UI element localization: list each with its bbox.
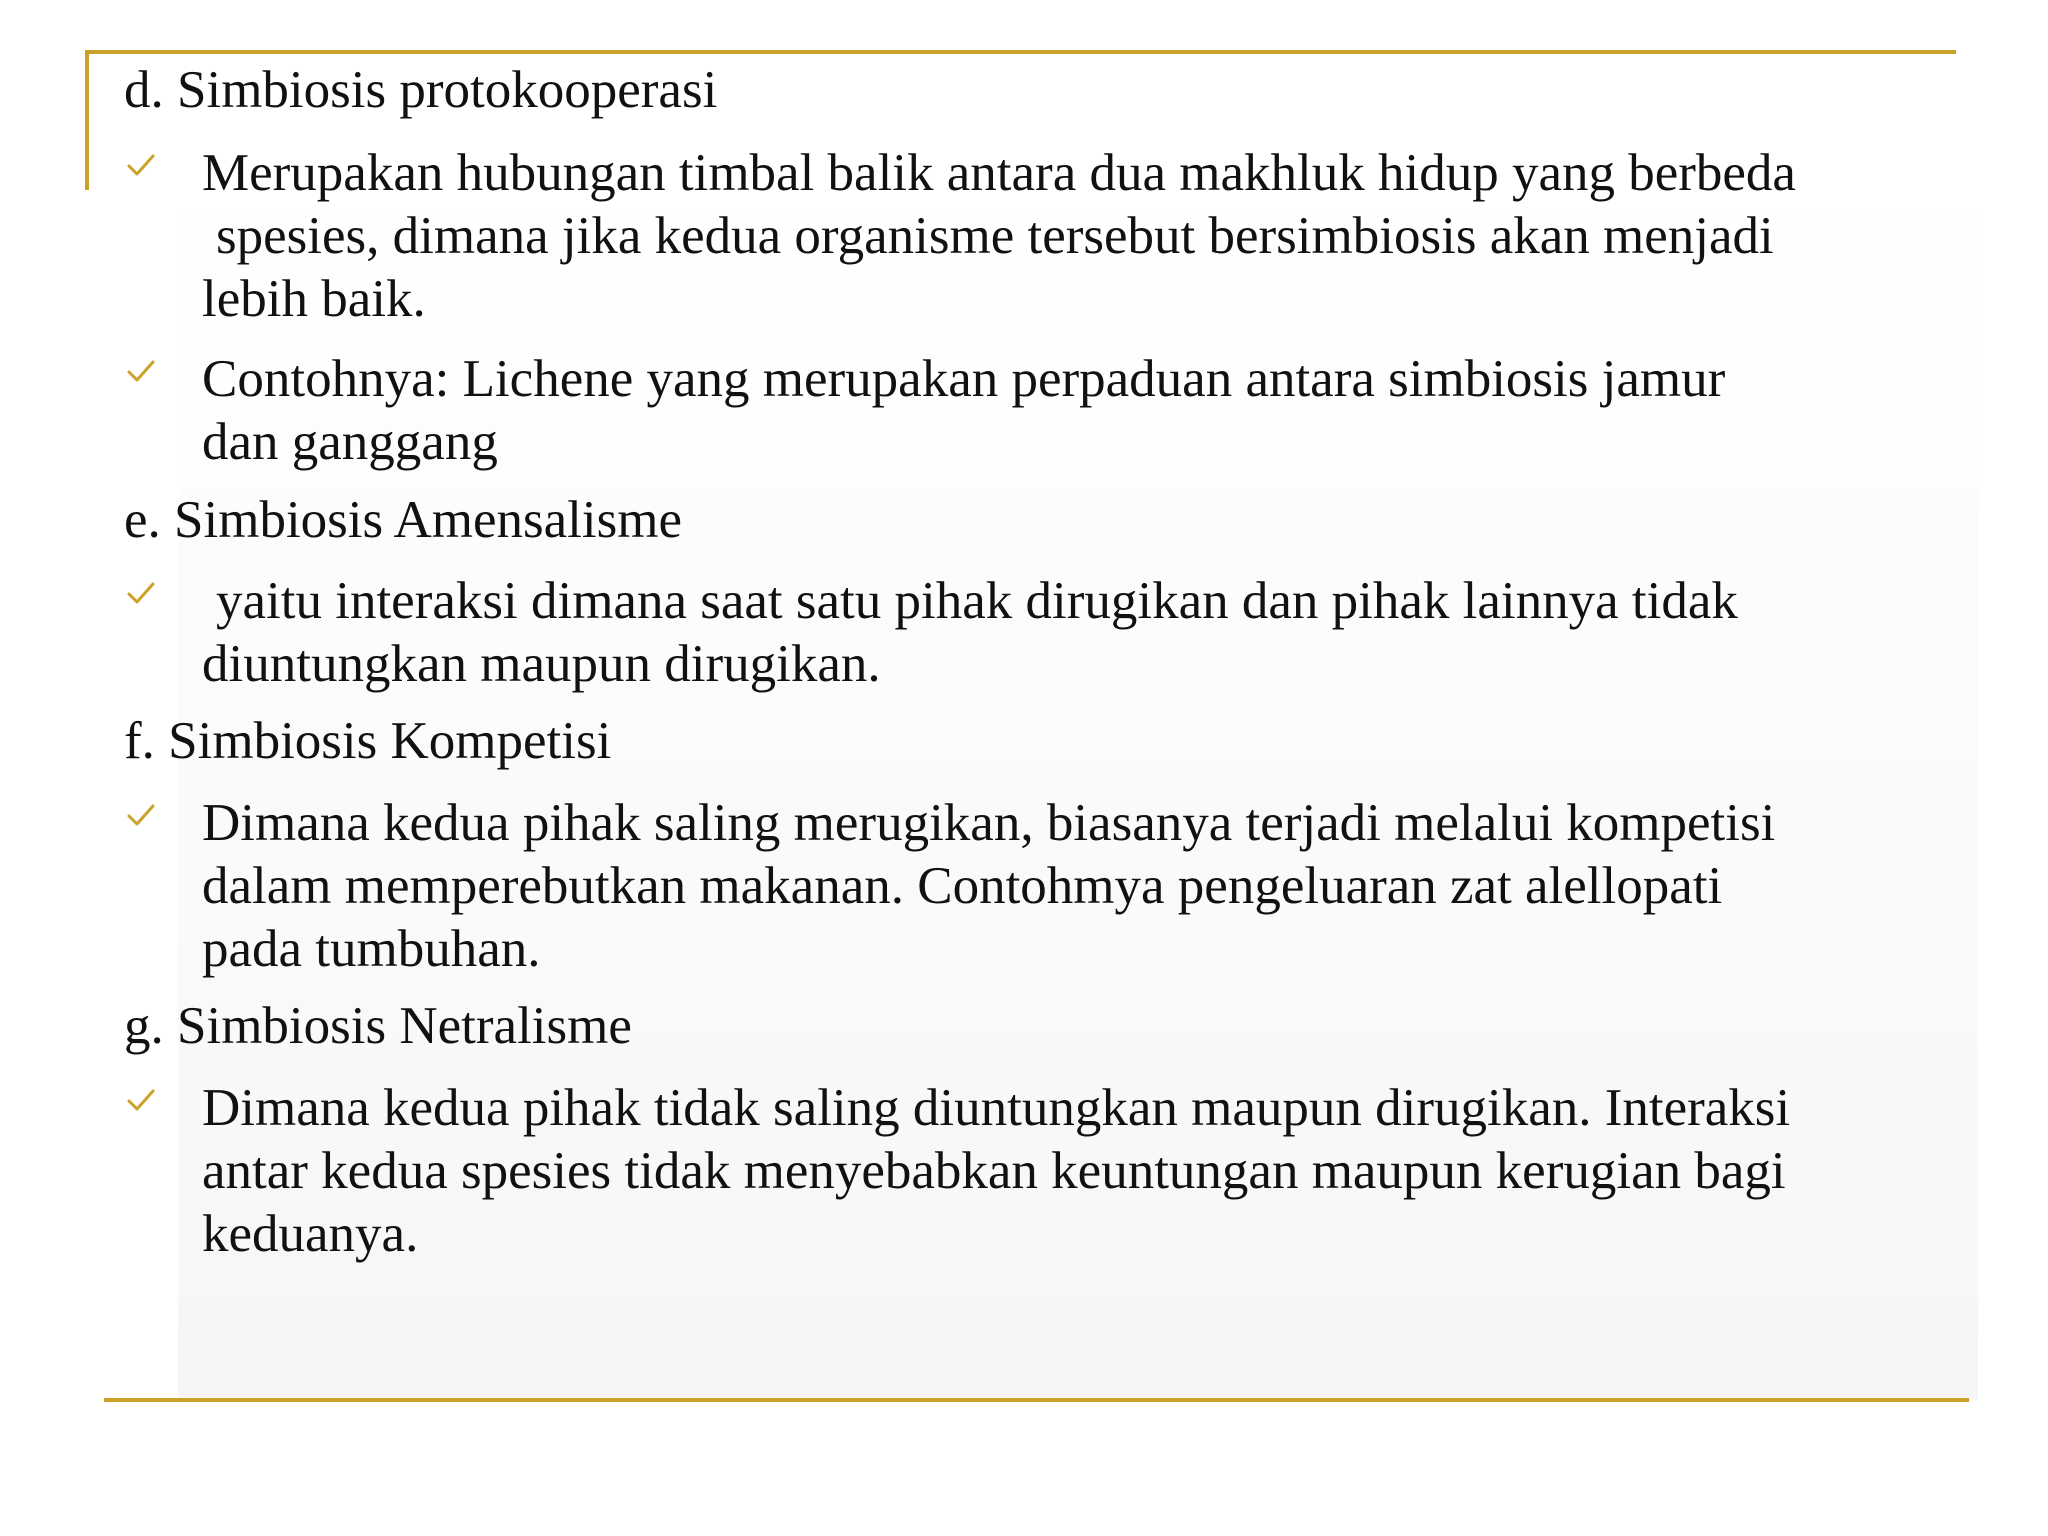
checkmark-icon [124,798,158,832]
bullet-text: Merupakan hubungan timbal balik antara dua makhluk hidup yang berbeda spesies, dimana jika kedua organisme tersebut bersimbiosis akan menjadi lebih baik. [202,144,1796,328]
bullet-text: yaitu interaksi dimana saat satu pihak dirugikan dan pihak lainnya tidak diuntungkan maupun dirugikan. [202,572,1738,693]
checkmark-icon [124,148,158,182]
bullet-text: Contohnya: Lichene yang merupakan perpaduan antara simbiosis jamur dan ganggang [202,350,1726,471]
checkmark-icon [124,576,158,610]
bullet-text: Dimana kedua pihak saling merugikan, biasanya terjadi melalui kompetisi dalam memperebutkan makanan. Contohmya pengeluaran zat alellopati pada tumbuhan. [202,794,1776,978]
section-heading-f: f. Simbiosis Kompetisi [124,712,612,770]
section-heading-g: g. Simbiosis Netralisme [124,997,632,1055]
checkmark-icon [124,1083,158,1117]
bullet-text: Dimana kedua pihak tidak saling diuntungkan maupun dirugikan. Interaksi antar kedua spesies tidak menyebabkan keuntungan maupun kerugian bagi keduanya. [202,1079,1791,1263]
section-heading-d: d. Simbiosis protokooperasi [124,61,718,119]
section-heading-e: e. Simbiosis Amensalisme [124,491,682,549]
checkmark-icon [124,354,158,388]
